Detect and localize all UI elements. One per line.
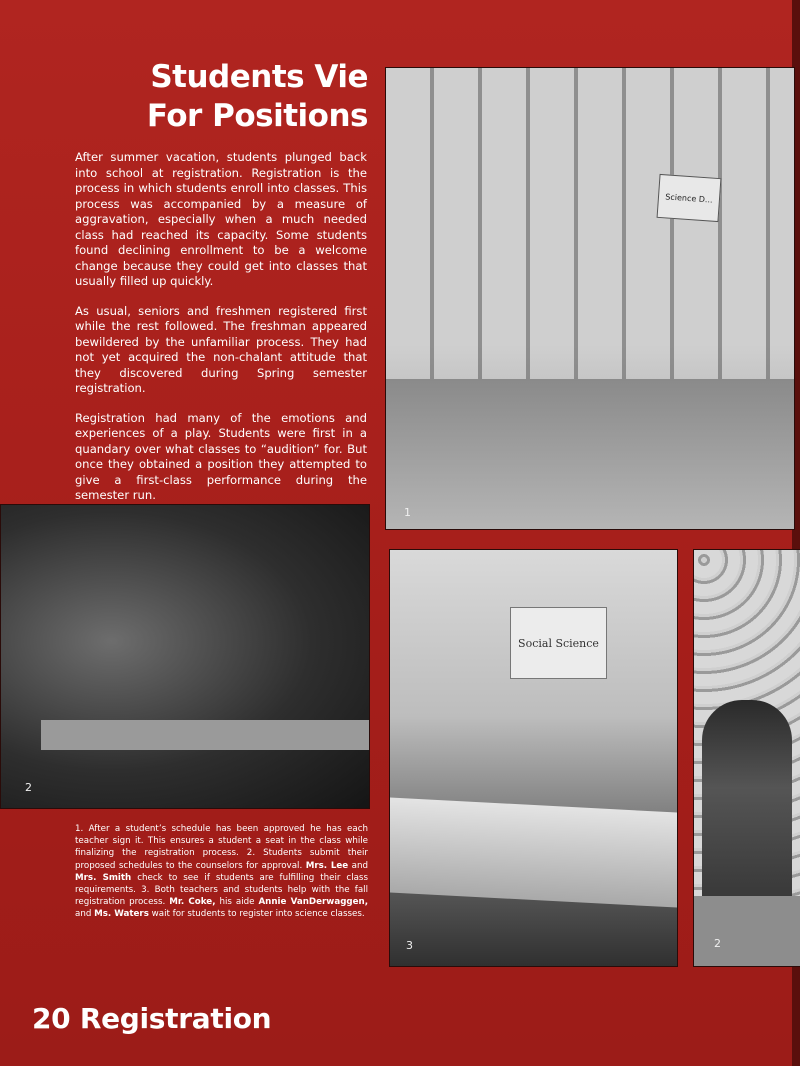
paragraph-2: As usual, seniors and freshmen registered first while the rest followed. The freshman appeared bewildered by the unfamiliar process. They had not yet acquired the non-chalant attitude that they discovered during Spring semester registration. [75,303,367,395]
photo-student-cowboy-hat [693,549,800,967]
photo-2-table [41,720,369,750]
photo-2-image [1,505,369,808]
caption-name: Mrs. Smith [75,872,132,883]
caption-text: and [75,909,95,920]
article-body [75,150,367,518]
caption-text: check to see if students are fulfilling their class requirements. 3. Both teachers and students help with the fall registration process. [75,872,368,908]
paragraph-1: After summer vacation, students plunged back into school at registration. Registration is the process in which students enroll into classes. This process was accompanied by a measure of aggravation, especially when a much needed class had reached its capacity. Some students found declining enrollment to be a welcome change because they could get into classes that usually filled up quickly. [75,150,367,288]
photo-students-crowd [0,504,370,809]
caption-name: Annie VanDerwaggen, [258,897,369,908]
photo-number: 1 [404,506,411,519]
photo-number: 2 [714,937,721,950]
photo-number: 3 [406,939,413,952]
photo-1-sign: Science D... [657,174,722,222]
caption-text: his aide [215,897,259,908]
caption-name: Mr. Coke, [169,897,216,908]
photo-4-ground [694,896,800,966]
paragraph-3: Registration had many of the emotions and experiences of a play. Students were first in a quandary over what classes to “audition” for. But once they obtained a position they attempted to give a first-class performance during the semester run. [75,410,367,502]
photo-4-figure [702,700,792,920]
page-folio: 20 Registration [32,1002,272,1035]
caption-name: Mrs. Lee [305,860,349,871]
caption-text: 1. After a student’s schedule has been approved he has each teacher sign it. This ensures a student a seat in the class while finalizing the registration process. 2. Students submit their proposed schedules to the counselors for approval. [75,824,368,871]
photo-3-table [390,797,677,907]
photo-3-sign: Social Science [510,607,607,679]
caption-text: and [348,860,368,871]
photo-caption [75,823,368,921]
page-title [100,58,368,136]
photo-1-floor [386,379,794,529]
photo-science-teachers [389,549,678,967]
title-line-1: Students Vie [150,59,368,95]
caption-text: wait for students to register into science classes. [148,909,365,920]
caption-name: Ms. Waters [94,909,149,920]
photo-number: 2 [25,781,32,794]
title-line-2: For Positions [146,98,368,134]
photo-registration-hall [385,67,795,530]
